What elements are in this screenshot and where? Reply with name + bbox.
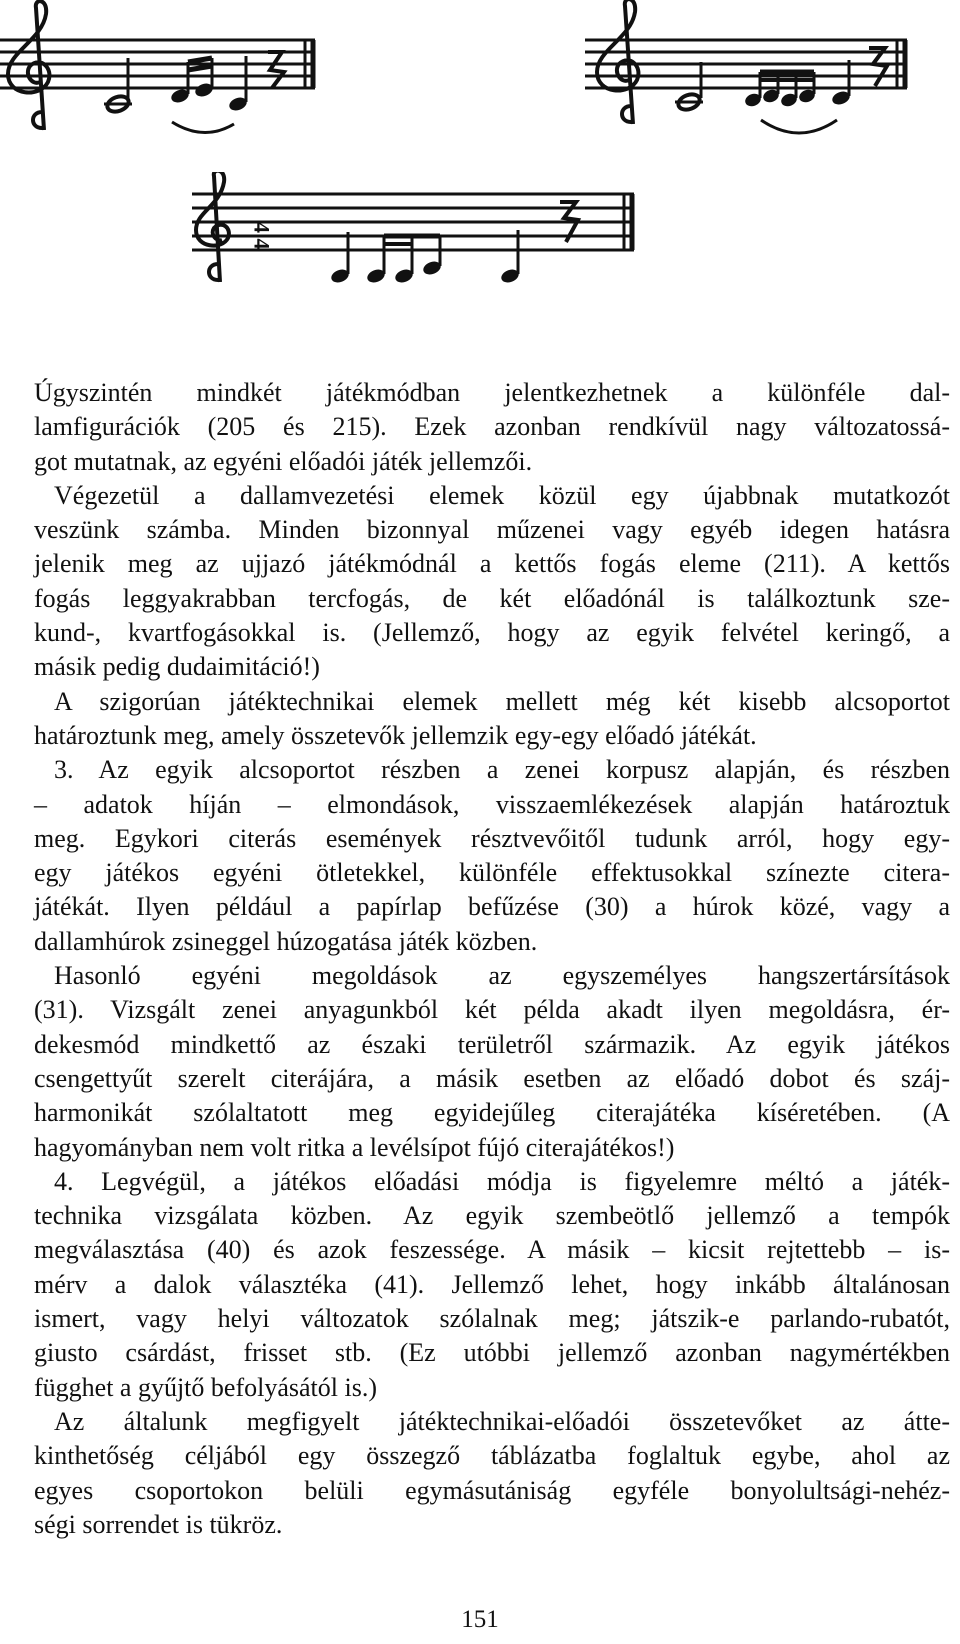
text-line: got mutatnak, az egyéni előadói játék jellemzői.	[34, 446, 533, 476]
text-line: A szigorúan játéktechnikai elemek mellett még két kisebb alcsoportot	[54, 686, 950, 716]
text-line: – adatok híján – elmondások, visszaemlékezések alapján határoztuk	[34, 789, 950, 819]
music-example-2	[585, 0, 915, 150]
text-line: csengettyűt szerelt citerájára, a másik esetben az előadó dobot és száj-	[34, 1063, 950, 1093]
text-line: Az általunk megfigyelt játéktechnikai-előadói összetevőket az átte-	[54, 1406, 950, 1436]
text-line: ségi sorrendet is tükröz.	[34, 1509, 283, 1539]
text-line: harmonikát szólaltatott meg egyidejűleg citerajátéka kíséretében. (A	[34, 1098, 950, 1128]
text-line: Hasonló egyéni megoldások az egyszemélyes hangszertársítások	[54, 961, 950, 991]
text-line: 3. Az egyik alcsoportot részben a zenei korpusz alapján, és részben	[54, 755, 950, 785]
text-line: 4. Legvégül, a játékos előadási módja is figyelemre méltó a játék-	[54, 1166, 950, 1196]
text-line: Végezetül a dallamvezetési elemek közül egy újabbnak mutatkozót	[54, 480, 950, 510]
time-signature: 4 4	[249, 222, 275, 250]
text-line: megválasztása (40) és azok feszessége. A másik – kicsit rejtettebb – is-	[34, 1235, 950, 1265]
text-line: ismert, vagy helyi változatok szólalnak meg; játszik-e parlando-rubatót,	[34, 1304, 950, 1334]
text-line: másik pedig dudaimitáció!)	[34, 652, 320, 682]
text-line: jelenik meg az ujjazó játékmódnál a kettős fogás eleme (211). A kettős	[34, 549, 950, 579]
text-line: giusto csárdást, frisset stb. (Ez utóbbi jellemző azonban nagymértékben	[34, 1338, 950, 1368]
text-line: kund-, kvartfogásokkal is. (Jellemző, hogy az egyik felvétel keringő, a	[34, 618, 950, 648]
page-number: 151	[461, 1606, 499, 1633]
text-line: egy játékos egyéni ötletekkel, különféle effektusokkal színezte citera-	[34, 858, 950, 888]
text-line: hagyományban nem volt ritka a levélsípot fújó citerajátékos!)	[34, 1132, 675, 1162]
text-line: meg. Egykori citerás események résztvevőitől tudunk arról, hogy egy-	[34, 823, 950, 853]
text-line: Úgyszintén mindkét játékmódban jelentkezhetnek a különféle dal-	[34, 378, 950, 407]
staff-notation-2	[585, 0, 915, 150]
text-line: (31). Vizsgált zenei anyagunkból két példa akadt ilyen megoldásra, ér-	[34, 995, 950, 1025]
text-line: játékát. Ilyen például a papírlap befűzése (30) a húrok közé, vagy a	[34, 892, 950, 922]
text-line: egyes csoportokon belüli egymásutániság egyféle bonyolultsági-nehéz-	[34, 1475, 950, 1505]
text-line: veszünk számba. Minden bizonnyal műzenei vagy egyéb idegen hatásra	[34, 515, 950, 545]
text-line: függhet a gyűjtő befolyásától is.)	[34, 1372, 377, 1402]
text-line: fogás leggyakrabban tercfogás, de két előadónál is találkoztunk sze-	[34, 583, 950, 613]
text-line: mérv a dalok választéka (41). Jellemző lehet, hogy inkább általánosan	[34, 1269, 950, 1299]
text-line: lamfigurációk (205 és 215). Ezek azonban rendkívül nagy változatossá-	[34, 412, 950, 442]
body-text	[34, 376, 950, 1542]
text-line: határoztunk meg, amely összetevők jellemzik egy-egy előadó játékát.	[34, 720, 757, 750]
music-example-3	[192, 172, 642, 302]
text-line: dekesmód mindkettő az északi területről származik. Az egyik játékos	[34, 1029, 950, 1059]
text-line: technika vizsgálata közben. Az egyik szembeötlő jellemző a tempók	[34, 1201, 950, 1231]
staff-notation-1	[0, 0, 330, 150]
staff-notation-3	[192, 172, 642, 302]
text-line: kinthetőség céljából egy összegző táblázatba foglaltuk egybe, ahol az	[34, 1441, 950, 1471]
music-example-1	[0, 0, 330, 150]
text-line: dallamhúrok zsineggel húzogatása játék közben.	[34, 926, 538, 956]
